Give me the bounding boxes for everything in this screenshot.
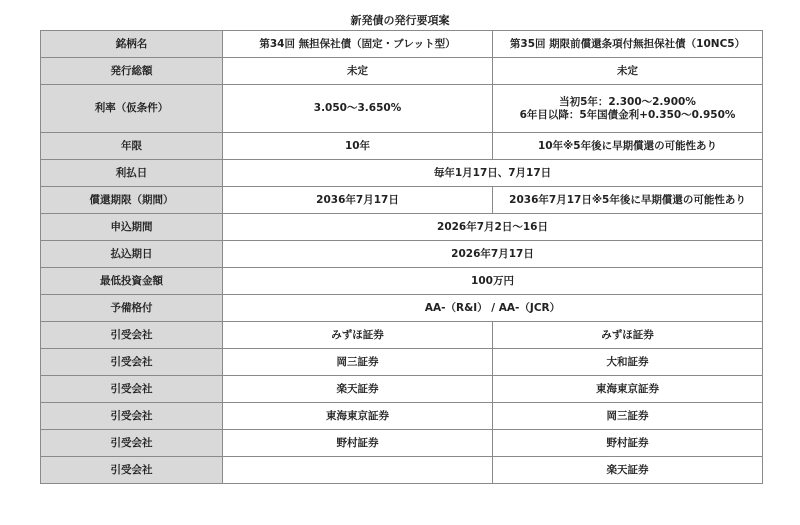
row-label-amount: 発行総額 — [41, 58, 223, 85]
row-label-term: 年限 — [41, 133, 223, 160]
bond-35-underwriter: みずほ証券 — [493, 322, 763, 349]
bond-34-amount: 未定 — [223, 58, 493, 85]
table-row — [41, 268, 763, 295]
bond-35-rate-line1: 当初5年：2.300～2.900% — [559, 95, 696, 108]
bond-34-term: 10年 — [223, 133, 493, 160]
row-label-subscription: 申込期間 — [41, 214, 223, 241]
bond-34-rate: 3.050～3.650% — [223, 85, 493, 133]
bond-35-maturity: 2036年7月17日※5年後に早期償還の可能性あり — [493, 187, 763, 214]
row-label-maturity: 償還期限（期間） — [41, 187, 223, 214]
bond-35-term: 10年※5年後に早期償還の可能性あり — [493, 133, 763, 160]
payment-value: 2026年7月17日 — [223, 241, 763, 268]
rating-value: AA-（R&I） / AA-（JCR） — [223, 295, 763, 322]
bond-terms-table — [40, 30, 763, 484]
table-row — [41, 457, 763, 484]
table-row — [41, 85, 763, 133]
bond-35-rate — [493, 85, 763, 133]
table-row — [41, 322, 763, 349]
subscription-value: 2026年7月2日～16日 — [223, 214, 763, 241]
table-row — [41, 376, 763, 403]
row-label-underwriter: 引受会社 — [41, 376, 223, 403]
bond-34-maturity: 2036年7月17日 — [223, 187, 493, 214]
bond-34-underwriter: 岡三証券 — [223, 349, 493, 376]
table-row — [41, 187, 763, 214]
table-row — [41, 58, 763, 85]
row-label-min-investment: 最低投資金額 — [41, 268, 223, 295]
row-label-underwriter: 引受会社 — [41, 457, 223, 484]
bond-35-underwriter: 野村証券 — [493, 430, 763, 457]
table-row — [41, 160, 763, 187]
bond-35-name: 第35回 期限前償還条項付無担保社債（10NC5） — [493, 31, 763, 58]
row-label-underwriter: 引受会社 — [41, 403, 223, 430]
interest-date-value: 毎年1月17日、7月17日 — [223, 160, 763, 187]
table-row — [41, 295, 763, 322]
bond-35-amount: 未定 — [493, 58, 763, 85]
bond-35-underwriter: 楽天証券 — [493, 457, 763, 484]
bond-34-underwriter: 楽天証券 — [223, 376, 493, 403]
row-label-rating: 予備格付 — [41, 295, 223, 322]
bond-34-underwriter — [223, 457, 493, 484]
table-row — [41, 214, 763, 241]
row-label-name: 銘柄名 — [41, 31, 223, 58]
table-caption: 新発債の発行要項案 — [350, 14, 450, 27]
row-label-underwriter: 引受会社 — [41, 349, 223, 376]
table-row — [41, 403, 763, 430]
table-row — [41, 349, 763, 376]
bond-35-underwriter: 大和証券 — [493, 349, 763, 376]
bond-34-underwriter: 東海東京証券 — [223, 403, 493, 430]
bond-35-rate-line2: 6年目以降：5年国債金利+0.350～0.950% — [519, 108, 736, 121]
table-row — [41, 430, 763, 457]
bond-34-name: 第34回 無担保社債（固定・ブレット型） — [223, 31, 493, 58]
table-row — [41, 31, 763, 58]
row-label-rate: 利率（仮条件） — [41, 85, 223, 133]
min-investment-value: 100万円 — [223, 268, 763, 295]
row-label-payment: 払込期日 — [41, 241, 223, 268]
bond-35-underwriter: 東海東京証券 — [493, 376, 763, 403]
row-label-underwriter: 引受会社 — [41, 322, 223, 349]
row-label-interest-date: 利払日 — [41, 160, 223, 187]
table-row — [41, 133, 763, 160]
table-row — [41, 241, 763, 268]
row-label-underwriter: 引受会社 — [41, 430, 223, 457]
bond-34-underwriter: 野村証券 — [223, 430, 493, 457]
bond-34-underwriter: みずほ証券 — [223, 322, 493, 349]
bond-35-underwriter: 岡三証券 — [493, 403, 763, 430]
